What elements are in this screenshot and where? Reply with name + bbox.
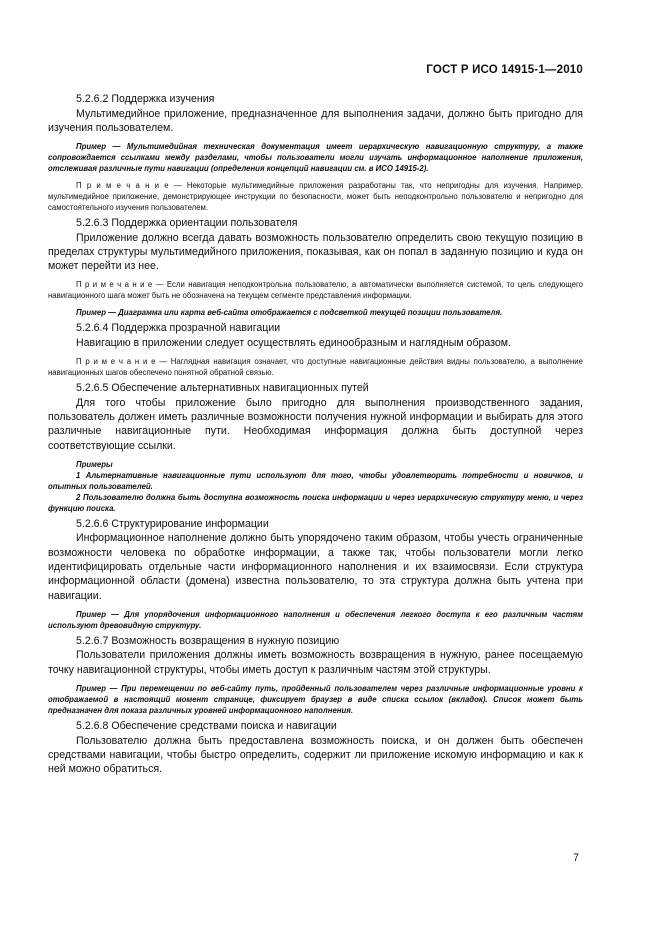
paragraph: Пользователи приложения должны иметь возможность возвращения в нужную, ранее посещаемую точку навигационной структуры, чтобы иметь доступ к различным частям этой структуры.	[48, 649, 583, 676]
paragraph: Пользователю должна быть предоставлена возможность поиска, и он должен быть обеспечен средствами навигации, чтобы быстро определить, содержит ли приложение искомую информацию и как к ней можно обратиться.	[48, 734, 583, 776]
section-heading: 5.2.6.4 Поддержка прозрачной навигации	[76, 322, 281, 335]
example: Пример — Мультимедийная техническая документация имеет иерархическую навигационную структуру, а также сопровождается ссылками между разделами, чтобы пользователи могли изучать информационное наполнение приложения, отслеживая различные пути навигации (определения концепций навигации см. в ИСО 14915-2).	[48, 142, 583, 174]
example-item: 1 Альтернативные навигационные пути используют для того, чтобы удовлетворить потребности и новичков, и опытных пользователей.	[48, 470, 583, 491]
section-heading: 5.2.6.3 Поддержка ориентации пользователя	[76, 217, 298, 230]
note: П р и м е ч а н и е — Если навигация неподконтрольна пользователю, а автоматически выполняется системой, то цель следующего навигационного шага может быть не обозначена на текущем сегменте представления информации.	[48, 280, 583, 301]
section-heading: 5.2.6.7 Возможность возвращения в нужную позицию	[76, 634, 340, 647]
example: Пример — Для упорядочения информационного наполнения и обеспечения легкого доступа к его различным частям используют древовидную структуру.	[48, 609, 583, 630]
section-heading: 5.2.6.6 Структурирование информации	[76, 517, 269, 530]
document-header: ГОСТ Р ИСО 14915-1—2010	[426, 64, 583, 76]
paragraph: Приложение должно всегда давать возможность пользователю определить свою текущую позицию в пределах структуры мультимедийного приложения, показывая, как он попал в заданную позицию и куда он может перейти из нее.	[48, 231, 583, 273]
section-heading: 5.2.6.8 Обеспечение средствами поиска и навигации	[76, 720, 337, 733]
example: Пример — При перемещении по веб-сайту путь, пройденный пользователем через различные информационные уровни к отображаемой в настоящий момент странице, фиксирует браузер в виде списка ссылок (вкладок). Список может быть предназначен для показа различных уровней информационного наполнения.	[48, 684, 583, 716]
section-heading: 5.2.6.5 Обеспечение альтернативных навигационных путей	[76, 382, 369, 395]
examples-title: Примеры	[76, 459, 113, 469]
paragraph: Для того чтобы приложение было пригодно для выполнения производственного задания, пользователь должен иметь различные возможности получения нужной информации и выбирать для этого различные навигационные пути. Необходимая информация должна быть доступной через соответствующие ссылки.	[48, 396, 583, 452]
note: П р и м е ч а н и е — Некоторые мультимедийные приложения разработаны так, что непригодны для изучения. Например, мультимедийное приложение, демонстрирующее инструкции по безопасности, может быть неподконтрольно пользователю и непригодно для самостоятельного изучения пользователем.	[48, 181, 583, 213]
note: П р и м е ч а н и е — Наглядная навигация означает, что доступные навигационные действия видны пользователю, а выполнение навигационных шагов обеспечено понятной обратной связью.	[48, 357, 583, 378]
paragraph: Информационное наполнение должно быть упорядочено таким образом, чтобы учесть ограниченные возможности человека по обработке информации, а также так, чтобы пользователи могли легко идентифицировать отдельные части информационного наполнения и их взаимосвязи. Если структура информационной области (домена) известна пользователю, то эта структура должна быть учтена при навигации.	[48, 532, 583, 602]
section-heading: 5.2.6.2 Поддержка изучения	[76, 93, 215, 105]
page-number: 7	[573, 852, 579, 864]
paragraph: Навигацию в приложении следует осуществлять единообразным и наглядным образом.	[76, 336, 512, 349]
paragraph: Мультимедийное приложение, предназначенное для выполнения задачи, должно быть пригодно для изучения пользователем.	[48, 107, 583, 134]
example-item: 2 Пользователю должна быть доступна возможность поиска информации и через иерархическую структуру меню, и через функцию поиска.	[48, 492, 583, 513]
example: Пример — Диаграмма или карта веб-сайта отображается с подсветкой текущей позиции пользователя.	[76, 308, 503, 318]
document-body	[48, 93, 583, 776]
